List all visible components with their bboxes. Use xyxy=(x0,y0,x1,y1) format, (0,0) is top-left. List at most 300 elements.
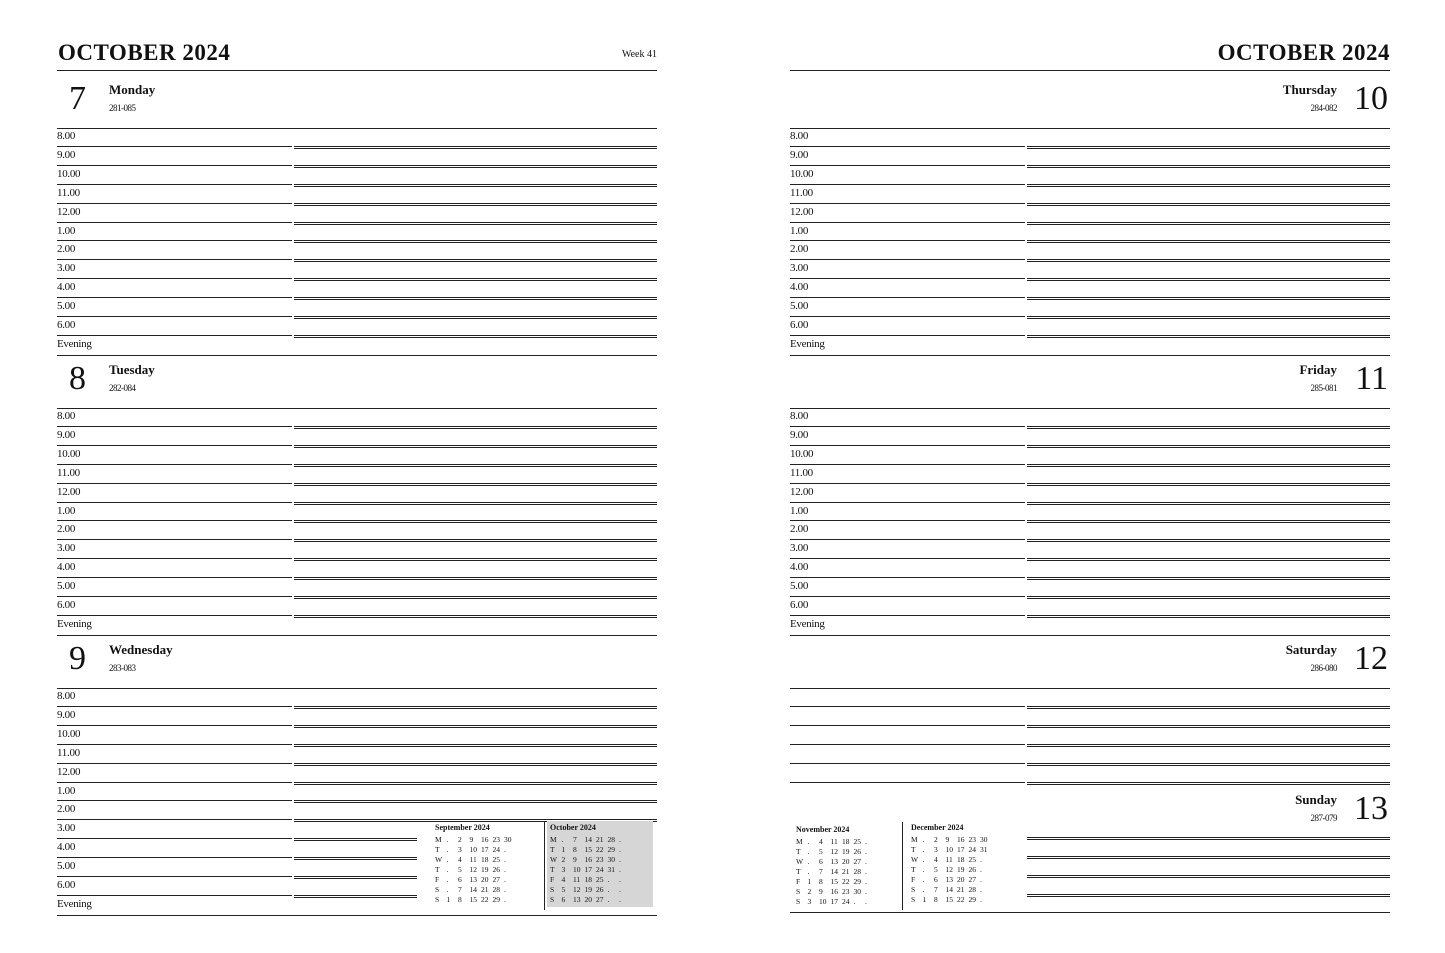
date-cell: 9 xyxy=(945,835,950,844)
date-cell: 8 xyxy=(819,877,823,886)
date-cell: . xyxy=(865,837,867,846)
date-cell: 1 xyxy=(807,877,812,886)
date-cell: . xyxy=(561,835,564,844)
date-cell: 19 xyxy=(481,865,489,874)
date-cell: 3 xyxy=(458,845,462,854)
date-cell: 25 xyxy=(596,875,604,884)
date-cell: 15 xyxy=(584,845,592,854)
time-slot-label: 11.00 xyxy=(790,466,813,479)
date-cell: 29 xyxy=(607,845,615,854)
slot-rule xyxy=(294,539,657,540)
weekday-initial: M xyxy=(796,837,803,846)
day-of-year: 284-082 xyxy=(1310,103,1337,113)
date-cell: . xyxy=(446,855,449,864)
mini-calendar xyxy=(908,821,1014,907)
mini-calendar-title: October 2024 xyxy=(550,823,596,832)
slot-rule xyxy=(1027,337,1390,338)
time-slot-label: 6.00 xyxy=(57,599,76,611)
slot-rule xyxy=(790,240,1025,241)
date-cell: 13 xyxy=(573,895,581,904)
slot-rule xyxy=(790,316,1025,317)
slot-rule xyxy=(294,316,657,317)
weekday-initial: M xyxy=(550,835,557,844)
slot-rule xyxy=(1027,725,1390,726)
date-cell: . xyxy=(504,895,506,904)
time-slot-label: 4.00 xyxy=(57,281,76,294)
slot-rule xyxy=(294,146,657,147)
weekday-initial: W xyxy=(550,855,558,864)
time-slot-label: 2.00 xyxy=(790,243,809,256)
time-slot-label: 8.00 xyxy=(57,130,76,142)
slot-rule xyxy=(1027,617,1390,618)
time-slot-label: 3.00 xyxy=(790,542,809,555)
time-slot-label: 12.00 xyxy=(57,765,81,778)
slot-rule xyxy=(790,483,1025,484)
date-cell: 6 xyxy=(819,857,823,866)
slot-rule xyxy=(294,598,657,599)
slot-rule xyxy=(57,165,292,166)
date-cell: . xyxy=(980,865,982,874)
day-of-year: 283-083 xyxy=(109,663,136,673)
slot-rule xyxy=(1027,577,1390,578)
slot-rule xyxy=(294,165,657,166)
slot-rule xyxy=(57,316,292,317)
slot-rule xyxy=(294,617,657,618)
date-cell: 7 xyxy=(458,885,462,894)
slot-rule xyxy=(294,541,657,542)
slot-rule xyxy=(1027,520,1390,521)
slot-rule xyxy=(790,146,1025,147)
slot-rule xyxy=(1027,186,1390,187)
evening-rule xyxy=(57,915,657,916)
date-cell: 5 xyxy=(561,885,566,894)
date-cell: 20 xyxy=(584,895,592,904)
weekday-initial: W xyxy=(911,855,919,864)
slot-rule xyxy=(1027,784,1390,785)
date-cell: 3 xyxy=(934,845,938,854)
date-cell: . xyxy=(619,885,621,894)
date-cell: 27 xyxy=(596,895,604,904)
weekday-initial: T xyxy=(435,865,440,874)
slot-rule xyxy=(294,895,417,896)
date-cell: . xyxy=(865,847,867,856)
slot-rule xyxy=(1027,522,1390,523)
time-slot-label: 11.00 xyxy=(57,746,80,759)
slot-rule xyxy=(294,184,657,185)
date-cell: 21 xyxy=(957,885,965,894)
slot-rule xyxy=(294,800,657,801)
date-cell: . xyxy=(619,875,621,884)
slot-rule xyxy=(57,725,292,726)
date-cell: 5 xyxy=(934,865,938,874)
time-slot-label: 2.00 xyxy=(57,243,76,256)
date-cell: . xyxy=(619,845,621,854)
date-cell: 6 xyxy=(561,895,566,904)
date-cell: 11 xyxy=(573,875,581,884)
time-slot-label: 6.00 xyxy=(57,879,76,891)
date-cell: 23 xyxy=(842,887,850,896)
date-cell: . xyxy=(980,855,982,864)
slot-rule xyxy=(57,577,292,578)
time-slot-label: 11.00 xyxy=(57,186,80,199)
evening-rule xyxy=(790,635,1390,636)
slot-rule xyxy=(57,558,292,559)
slot-rule xyxy=(1027,280,1390,281)
slot-rule xyxy=(1027,299,1390,300)
slot-rule xyxy=(57,240,292,241)
time-slot-label: 9.00 xyxy=(790,428,809,441)
slot-rule xyxy=(1027,278,1390,279)
slot-rule xyxy=(294,167,657,168)
mini-calendar-row xyxy=(911,835,1011,845)
month-title: OCTOBER 2024 xyxy=(58,40,231,65)
date-cell: 24 xyxy=(492,845,500,854)
date-cell: . xyxy=(504,875,506,884)
slot-rule xyxy=(790,725,1025,726)
slot-rule xyxy=(1027,504,1390,505)
slot-rule xyxy=(57,744,292,745)
slot-rule xyxy=(1027,222,1390,223)
date-cell: 10 xyxy=(945,845,953,854)
slot-rule xyxy=(790,165,1025,166)
slot-rule xyxy=(294,725,657,726)
date-cell: . xyxy=(446,845,449,854)
date-cell: 23 xyxy=(596,855,604,864)
time-slot-label: 5.00 xyxy=(57,860,76,873)
slot-rule xyxy=(57,445,292,446)
time-slot-label: 1.00 xyxy=(790,224,809,237)
date-cell: . xyxy=(619,835,621,844)
date-cell: 14 xyxy=(945,885,953,894)
slot-rule xyxy=(57,596,292,597)
weekday-initial: F xyxy=(911,875,916,884)
date-cell: 26 xyxy=(596,885,604,894)
time-slot-label: 4.00 xyxy=(790,561,809,574)
time-slot-label: 5.00 xyxy=(790,300,809,313)
slot-rule xyxy=(1027,782,1390,783)
slot-rule xyxy=(1027,539,1390,540)
slot-rule xyxy=(790,445,1025,446)
time-slot-label: Evening xyxy=(790,617,825,630)
slot-rule xyxy=(294,520,657,521)
slot-rule xyxy=(294,203,657,204)
day-name: Wednesday xyxy=(109,642,173,657)
date-cell: 24 xyxy=(842,897,850,906)
slot-rule xyxy=(790,577,1025,578)
time-slot-label: 11.00 xyxy=(57,466,80,479)
date-cell: . xyxy=(922,885,925,894)
slot-rule xyxy=(57,483,292,484)
slot-rule xyxy=(294,224,657,225)
time-slot-label: 9.00 xyxy=(790,148,809,161)
date-cell: 15 xyxy=(830,877,838,886)
day-of-year: 286-080 xyxy=(1310,663,1337,673)
weekday-initial: T xyxy=(911,865,916,874)
slot-rule xyxy=(57,520,292,521)
slot-rule xyxy=(1027,445,1390,446)
date-cell: 13 xyxy=(469,875,477,884)
slot-rule xyxy=(57,297,292,298)
slot-rule xyxy=(294,897,417,898)
slot-rule xyxy=(294,318,657,319)
slot-rule xyxy=(790,782,1025,783)
week-number: Week 41 xyxy=(621,49,657,60)
time-slot-label: 1.00 xyxy=(790,504,809,517)
time-slot-label: 8.00 xyxy=(57,690,76,702)
weekday-initial: T xyxy=(796,847,801,856)
slot-rule xyxy=(1027,148,1390,149)
date-cell: 9 xyxy=(819,887,823,896)
slot-rule xyxy=(294,278,657,279)
slot-rule xyxy=(294,428,657,429)
evening-rule xyxy=(57,355,657,356)
mini-calendar-row xyxy=(911,895,1011,905)
date-cell: 2 xyxy=(807,887,812,896)
date-cell: . xyxy=(980,895,982,904)
slot-rule xyxy=(790,615,1025,616)
mini-calendar-row xyxy=(550,875,650,885)
slot-rule xyxy=(294,802,657,803)
date-cell: 12 xyxy=(830,847,838,856)
slot-rule xyxy=(294,335,657,336)
date-cell: 30 xyxy=(504,835,512,844)
date-cell: 4 xyxy=(458,855,462,864)
slot-rule xyxy=(57,819,292,820)
slot-rule xyxy=(1027,744,1390,745)
mini-calendar-row xyxy=(911,865,1011,875)
slot-rule xyxy=(294,878,417,879)
slot-rule xyxy=(57,763,292,764)
day-of-year: 287-079 xyxy=(1310,813,1337,823)
slot-rule xyxy=(1027,502,1390,503)
date-cell: 5 xyxy=(819,847,823,856)
date-cell: 19 xyxy=(584,885,592,894)
slot-rule xyxy=(1027,837,1390,838)
time-slot-label: 10.00 xyxy=(790,447,814,460)
day-number: 10 xyxy=(1354,80,1388,117)
slot-rule xyxy=(790,259,1025,260)
slot-rule xyxy=(1027,203,1390,204)
date-cell: 7 xyxy=(819,867,823,876)
date-cell: . xyxy=(922,865,925,874)
weekday-initial: W xyxy=(796,857,804,866)
date-cell: . xyxy=(865,887,867,896)
slot-rule xyxy=(1027,839,1390,840)
mini-calendar-row xyxy=(435,865,535,875)
slot-rule xyxy=(294,522,657,523)
mini-calendar-row xyxy=(911,875,1011,885)
date-cell: . xyxy=(504,885,506,894)
day-of-year: 285-081 xyxy=(1310,383,1337,393)
date-cell: 11 xyxy=(830,837,838,846)
day-number: 12 xyxy=(1354,640,1388,677)
time-slot-label: 6.00 xyxy=(57,319,76,331)
mini-calendar-row xyxy=(796,887,896,897)
slot-rule xyxy=(1027,205,1390,206)
date-cell: 6 xyxy=(934,875,938,884)
time-slot-label: 1.00 xyxy=(57,784,76,797)
slot-rule xyxy=(1027,596,1390,597)
slot-rule xyxy=(1027,318,1390,319)
date-cell: 4 xyxy=(934,855,938,864)
mini-calendar-row xyxy=(550,845,650,855)
day-number: 8 xyxy=(69,360,86,397)
slot-rule xyxy=(790,278,1025,279)
time-slot-label: 4.00 xyxy=(57,561,76,574)
slot-rule xyxy=(1027,464,1390,465)
slot-rule xyxy=(790,335,1025,336)
date-cell: 4 xyxy=(561,875,566,884)
slot-rule xyxy=(1027,706,1390,707)
date-cell: 4 xyxy=(819,837,823,846)
date-cell: 18 xyxy=(957,855,965,864)
date-cell: . xyxy=(607,875,610,884)
date-cell: 30 xyxy=(853,887,861,896)
weekday-initial: F xyxy=(435,875,440,884)
date-cell: 18 xyxy=(481,855,489,864)
date-cell: 16 xyxy=(481,835,489,844)
weekday-initial: T xyxy=(796,867,801,876)
date-cell: . xyxy=(865,867,867,876)
slot-rule xyxy=(57,895,292,896)
date-cell: 2 xyxy=(561,855,566,864)
date-cell: 16 xyxy=(584,855,592,864)
date-cell: 20 xyxy=(842,857,850,866)
header-rule xyxy=(57,408,657,409)
mini-calendar-row xyxy=(911,855,1011,865)
date-cell: 6 xyxy=(458,875,462,884)
mini-calendar xyxy=(793,823,899,909)
time-slot-label: 4.00 xyxy=(57,841,76,854)
slot-rule xyxy=(57,539,292,540)
slot-rule xyxy=(790,706,1025,707)
weekday-initial: M xyxy=(911,835,918,844)
slot-rule xyxy=(294,337,657,338)
date-cell: 30 xyxy=(980,835,988,844)
slot-rule xyxy=(1027,447,1390,448)
date-cell: 1 xyxy=(446,895,451,904)
date-cell: 25 xyxy=(492,855,500,864)
date-cell: 17 xyxy=(830,897,838,906)
date-cell: 28 xyxy=(607,835,615,844)
slot-rule xyxy=(790,297,1025,298)
mini-calendar-row xyxy=(435,835,535,845)
slot-rule xyxy=(294,746,657,747)
date-cell: 9 xyxy=(573,855,577,864)
weekday-initial: S xyxy=(435,885,440,894)
time-slot-label: 2.00 xyxy=(790,523,809,536)
mini-calendar-row xyxy=(550,895,650,905)
header-rule xyxy=(57,128,657,129)
day-name: Saturday xyxy=(1285,642,1337,657)
slot-rule xyxy=(1027,483,1390,484)
slot-rule xyxy=(294,727,657,728)
slot-rule xyxy=(294,558,657,559)
right-page xyxy=(790,0,1390,953)
date-cell: . xyxy=(807,857,810,866)
mini-calendar-row xyxy=(435,845,535,855)
date-cell: 22 xyxy=(596,845,604,854)
date-cell: 9 xyxy=(469,835,474,844)
date-cell: 22 xyxy=(957,895,965,904)
date-cell: 3 xyxy=(561,865,566,874)
slot-rule xyxy=(294,261,657,262)
date-cell: 18 xyxy=(584,875,592,884)
weekday-initial: T xyxy=(550,845,555,854)
date-cell: 31 xyxy=(980,845,988,854)
date-cell: . xyxy=(446,835,449,844)
date-cell: 27 xyxy=(492,875,500,884)
date-cell: . xyxy=(922,845,925,854)
mini-calendar-row xyxy=(911,845,1011,855)
slot-rule xyxy=(1027,894,1390,895)
mini-calendar xyxy=(547,821,653,907)
calendar-divider xyxy=(544,822,545,910)
slot-rule xyxy=(57,857,292,858)
date-cell: 23 xyxy=(968,835,976,844)
slot-rule xyxy=(294,242,657,243)
date-cell: 20 xyxy=(957,875,965,884)
time-slot-label: 9.00 xyxy=(57,708,76,721)
date-cell: 7 xyxy=(934,885,938,894)
slot-rule xyxy=(294,744,657,745)
mini-calendar-row xyxy=(435,885,535,895)
slot-rule xyxy=(294,259,657,260)
weekday-initial: F xyxy=(796,877,801,886)
slot-rule xyxy=(790,744,1025,745)
weekday-initial: T xyxy=(435,845,440,854)
weekday-initial: T xyxy=(550,865,555,874)
time-slot-label: 9.00 xyxy=(57,148,76,161)
day-number: 7 xyxy=(69,80,86,117)
day-number: 11 xyxy=(1355,360,1388,397)
evening-rule xyxy=(57,635,657,636)
weekday-initial: S xyxy=(550,885,555,894)
date-cell: . xyxy=(865,857,867,866)
time-slot-label: 10.00 xyxy=(57,447,81,460)
mini-calendar-row xyxy=(550,865,650,875)
mini-calendar-row xyxy=(550,835,650,845)
mini-calendar-row xyxy=(796,897,896,907)
date-cell: 8 xyxy=(458,895,462,904)
slot-rule xyxy=(1027,167,1390,168)
slot-rule xyxy=(294,838,417,839)
date-cell: 25 xyxy=(968,855,976,864)
date-cell: 22 xyxy=(842,877,850,886)
slot-rule xyxy=(294,577,657,578)
mini-calendar-row xyxy=(796,847,896,857)
time-slot-label: 12.00 xyxy=(57,485,81,498)
slot-rule xyxy=(1027,877,1390,878)
slot-rule xyxy=(1027,261,1390,262)
slot-rule xyxy=(294,297,657,298)
day-name: Thursday xyxy=(1282,82,1337,97)
slot-rule xyxy=(57,706,292,707)
date-cell: 24 xyxy=(596,865,604,874)
date-cell: 7 xyxy=(573,835,577,844)
time-slot-label: Evening xyxy=(57,617,92,630)
slot-rule xyxy=(790,763,1025,764)
date-cell: . xyxy=(446,875,449,884)
date-cell: . xyxy=(619,865,621,874)
date-cell: 16 xyxy=(830,887,838,896)
time-slot-label: 10.00 xyxy=(790,167,814,180)
date-cell: 26 xyxy=(853,847,861,856)
time-slot-label: Evening xyxy=(57,897,92,910)
slot-rule xyxy=(1027,297,1390,298)
date-cell: . xyxy=(607,885,610,894)
slot-rule xyxy=(1027,896,1390,897)
